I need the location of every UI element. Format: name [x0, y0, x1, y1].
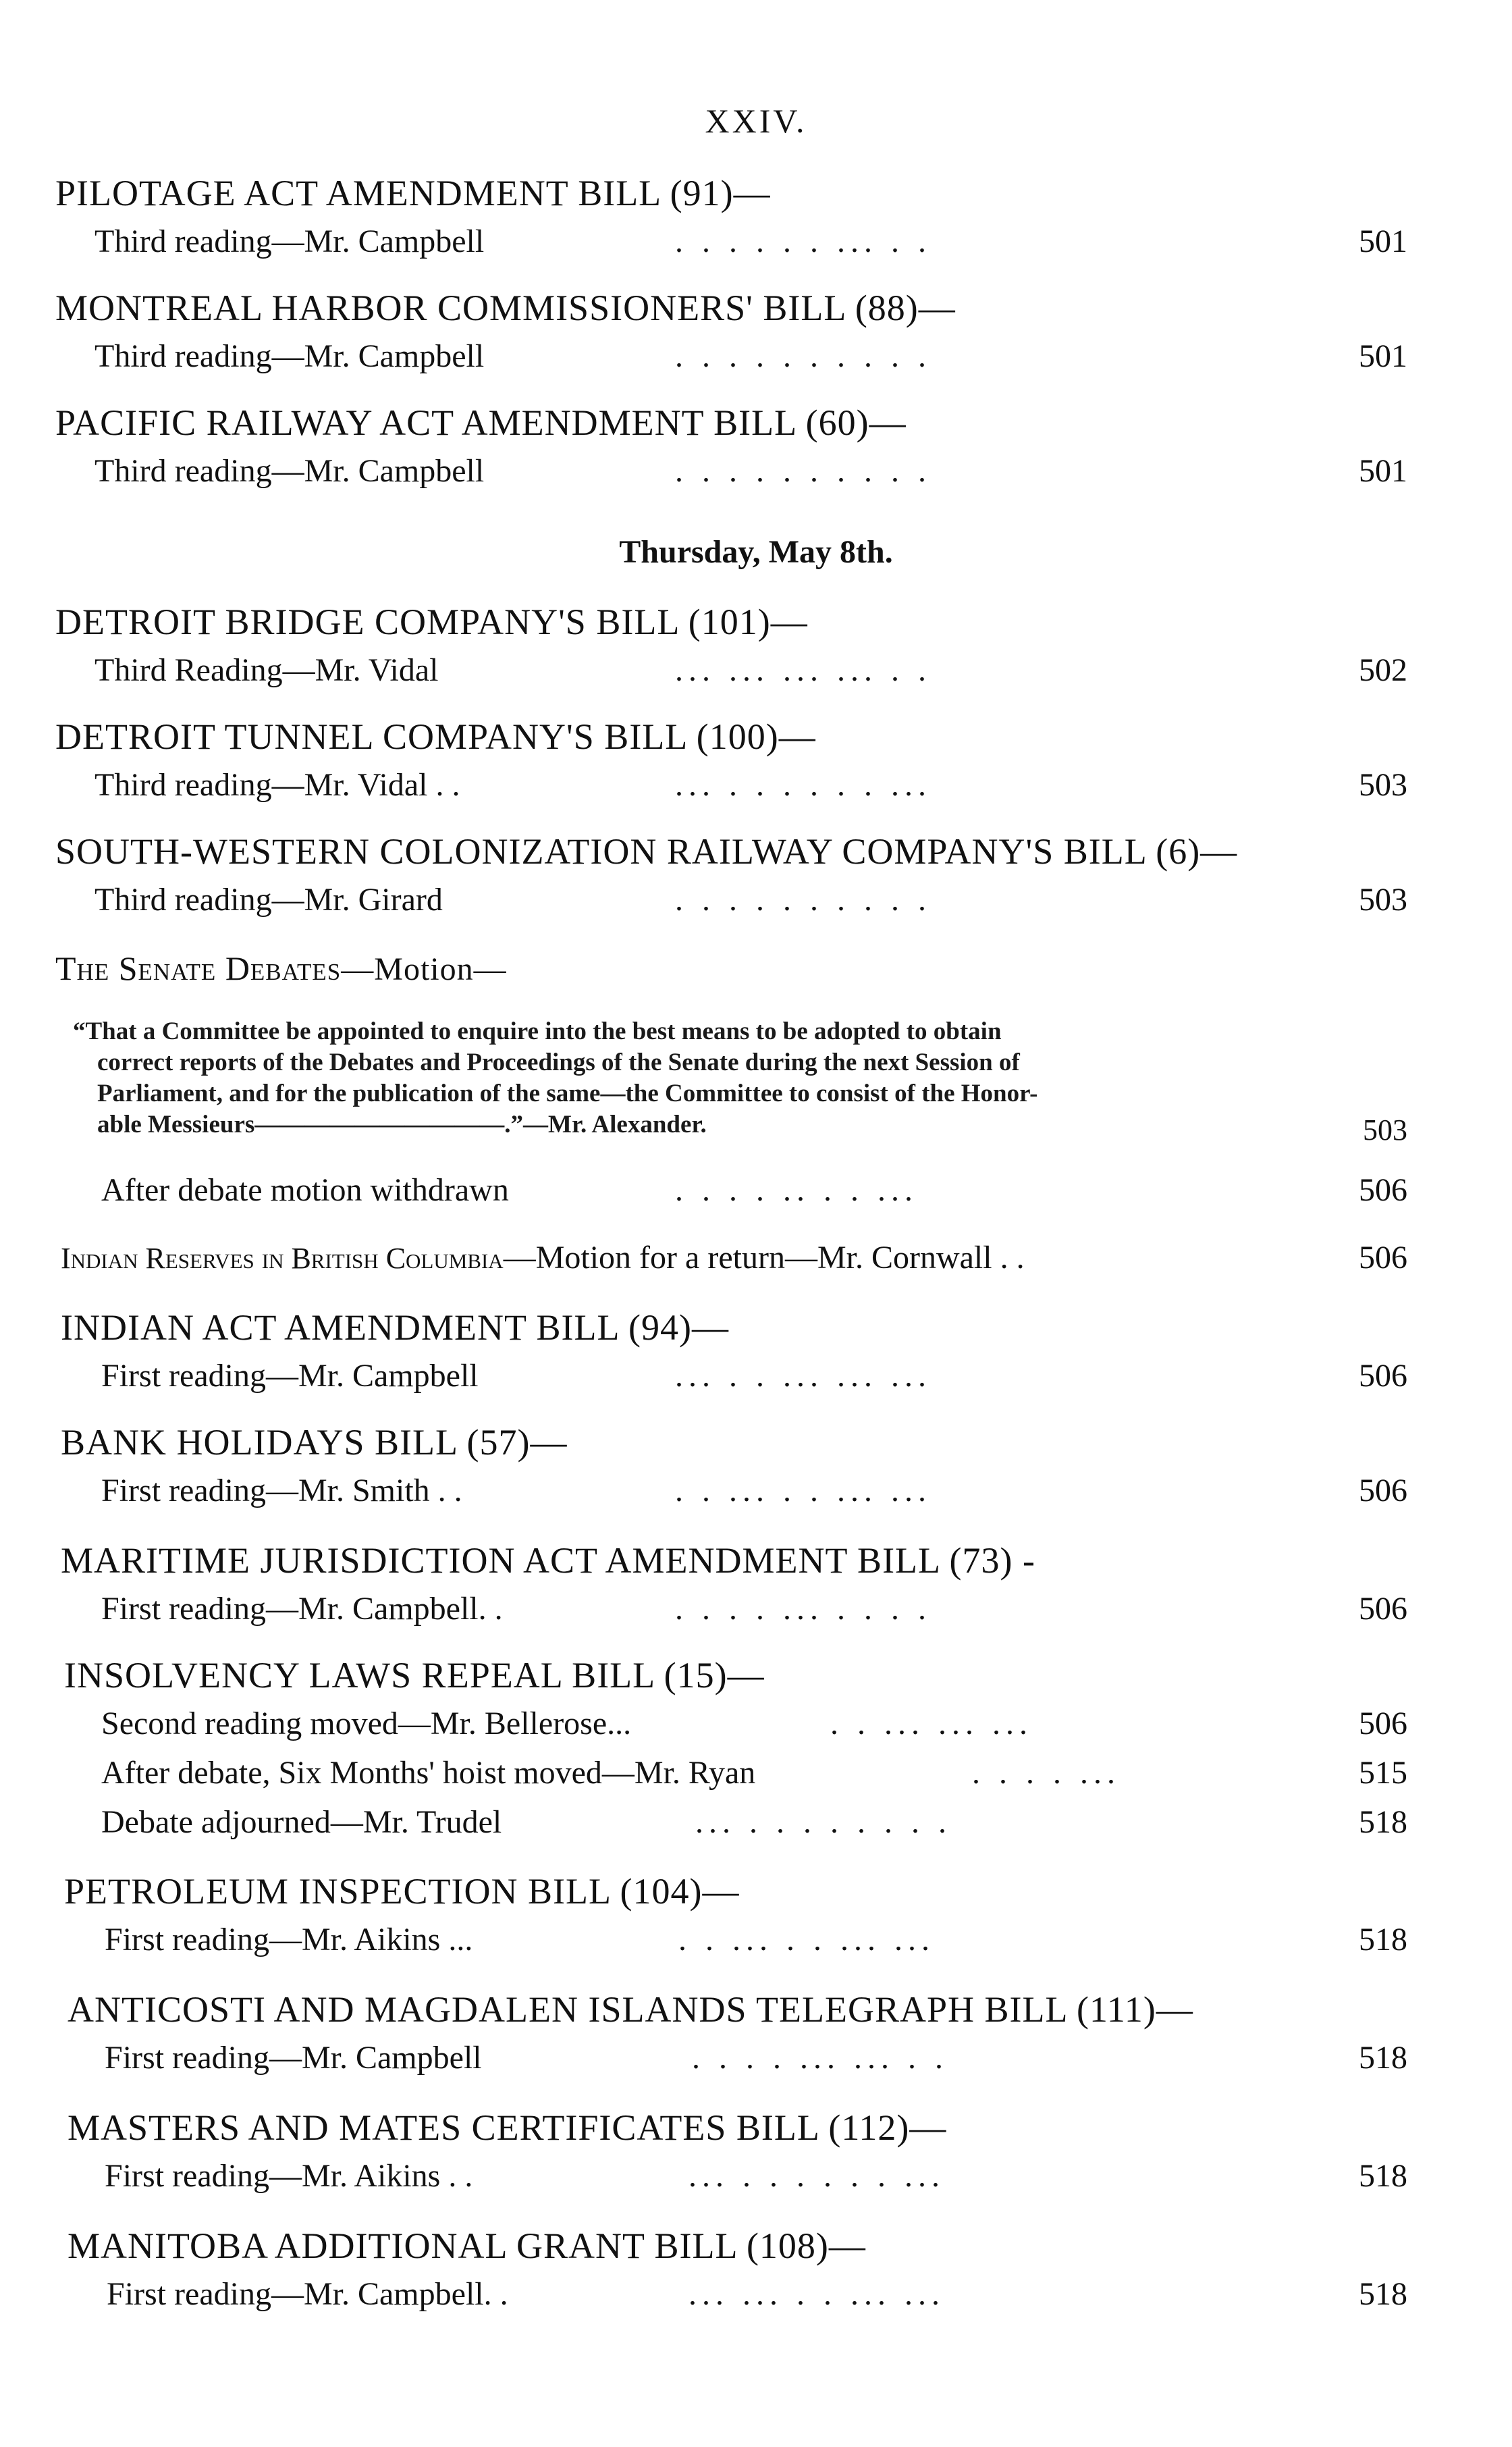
index-entry: [105, 2039, 1407, 2080]
index-entry: [94, 223, 1407, 263]
leader-dots: . . ... . . ... ...: [678, 1922, 935, 1957]
index-entry: [101, 1472, 1407, 1512]
page-number: 518: [1359, 2276, 1407, 2312]
index-entry: [107, 2275, 1407, 2316]
index-entry: [105, 2157, 1407, 2198]
page-number: 518: [1359, 1804, 1407, 1840]
bill-heading: MONTREAL HARBOR COMMISSIONERS' BILL (88)—: [55, 288, 956, 328]
entry-label: First reading—Mr. Campbell. .: [101, 1591, 503, 1627]
bill-heading: PETROLEUM INSPECTION BILL (104)—: [64, 1871, 740, 1912]
senate-debates-title: The Senate Debates: [55, 949, 342, 987]
index-entry: [94, 652, 1407, 692]
entry-label: Third reading—Mr. Campbell: [94, 453, 485, 489]
entry-label: After debate motion withdrawn: [101, 1172, 509, 1208]
entry-label: First reading—Mr. Smith . .: [101, 1473, 462, 1508]
index-entry: [101, 1754, 1407, 1795]
leader-dots: . . . . ... ... . .: [692, 2040, 948, 2076]
entry-label: Debate adjourned—Mr. Trudel: [101, 1804, 502, 1840]
index-entry: [101, 1705, 1407, 1745]
leader-dots: . . . . . . . . . .: [675, 453, 932, 489]
quote-line: correct reports of the Debates and Proceedings of the Senate during the next Session of: [97, 1049, 1020, 1076]
senate-debates-motion: —Motion—: [341, 951, 507, 987]
bill-heading: PILOTAGE ACT AMENDMENT BILL (91)—: [55, 173, 771, 213]
leader-dots: ... ... ... ... . .: [675, 652, 932, 688]
page-number: 518: [1359, 2040, 1407, 2076]
page-number: 503: [1363, 1113, 1407, 1147]
bill-heading: DETROIT BRIDGE COMPANY'S BILL (101)—: [55, 602, 808, 642]
entry-label: First reading—Mr. Campbell: [101, 1358, 479, 1394]
quote-line: “That a Committee be appointed to enquire into the best means to be adopted to obtain: [73, 1018, 1002, 1045]
bill-heading: MASTERS AND MATES CERTIFICATES BILL (112)—: [68, 2107, 947, 2148]
leader-dots: . . . . ... . . . .: [675, 1591, 932, 1627]
entry-label: First reading—Mr. Aikins ...: [105, 1922, 473, 1957]
page-number: 506: [1359, 1240, 1407, 1275]
bill-heading: BANK HOLIDAYS BILL (57)—: [61, 1422, 568, 1463]
leader-dots: ... . . . . . . ...: [675, 767, 932, 803]
bill-heading: MANITOBA ADDITIONAL GRANT BILL (108)—: [68, 2226, 866, 2266]
bill-heading: INDIAN ACT AMENDMENT BILL (94)—: [61, 1307, 729, 1348]
page-numeral: XXIV.: [705, 102, 807, 140]
entry-label: Third reading—Mr. Campbell: [94, 223, 485, 259]
page-number: 506: [1359, 1591, 1407, 1627]
entry-label: First reading—Mr. Aikins . .: [105, 2158, 473, 2194]
quote-line: Parliament, and for the publication of the same—the Committee to consist of the Honor-: [97, 1080, 1038, 1107]
index-entry: [101, 1804, 1407, 1844]
quote-line: able Messieurs——————————.”—Mr. Alexander.: [97, 1111, 707, 1138]
index-entry: [101, 1172, 1407, 1212]
entry-label: [61, 1239, 1025, 1276]
bill-heading: DETROIT TUNNEL COMPANY'S BILL (100)—: [55, 716, 816, 757]
leader-dots: . . . . . . . . . .: [675, 338, 932, 374]
index-entry: [94, 452, 1407, 493]
page-number: 506: [1359, 1172, 1407, 1208]
entry-label: Third reading—Mr. Vidal . .: [94, 767, 460, 803]
bill-heading: MARITIME JURISDICTION ACT AMENDMENT BILL (73) -: [61, 1540, 1035, 1581]
date-heading: Thursday, May 8th.: [619, 534, 893, 570]
page-number: 501: [1359, 338, 1407, 374]
entry-label: Third reading—Mr. Campbell: [94, 338, 485, 374]
index-entry: [94, 766, 1407, 807]
index-entry: [94, 881, 1407, 922]
page-number: 503: [1359, 882, 1407, 918]
entry-label: Third reading—Mr. Girard: [94, 882, 443, 918]
index-entry: [101, 1590, 1407, 1631]
index-entry: [61, 1239, 1407, 1280]
bill-heading: INSOLVENCY LAWS REPEAL BILL (15)—: [64, 1655, 765, 1695]
index-entry: [94, 338, 1407, 378]
motion-quote: [73, 1016, 1322, 1140]
page-number: 518: [1359, 1922, 1407, 1957]
leader-dots: ... . . . . . . . .: [695, 1804, 952, 1840]
page-number: 506: [1359, 1473, 1407, 1508]
page-number: 503: [1359, 767, 1407, 803]
leader-dots: ... . . . . . . ...: [688, 2158, 945, 2194]
index-entry: [101, 1357, 1407, 1398]
leader-dots: ... . . ... ... ...: [675, 1358, 932, 1394]
bill-heading: ANTICOSTI AND MAGDALEN ISLANDS TELEGRAPH BILL (111)—: [68, 1989, 1193, 2030]
senate-debates-heading: [55, 949, 507, 988]
bill-heading: SOUTH-WESTERN COLONIZATION RAILWAY COMPANY'S BILL (6)—: [55, 831, 1238, 872]
page-number: 515: [1359, 1755, 1407, 1791]
leader-dots: . . . . . . ... . .: [675, 223, 932, 259]
page-number: 502: [1359, 652, 1407, 688]
entry-label: First reading—Mr. Campbell: [105, 2040, 482, 2076]
page-number: 506: [1359, 1358, 1407, 1394]
leader-dots: . . . . ...: [972, 1755, 1120, 1791]
leader-dots: . . . . . . . . . .: [675, 882, 932, 918]
indian-reserves-title: Indian Reserves in British Columbia: [61, 1242, 504, 1275]
page-number: 506: [1359, 1706, 1407, 1741]
page-number: 501: [1359, 223, 1407, 259]
entry-label: Third Reading—Mr. Vidal: [94, 652, 439, 688]
leader-dots: . . ... . . ... ...: [675, 1473, 932, 1508]
leader-dots: . . ... ... ...: [830, 1706, 1033, 1741]
leader-dots: . . . . .. . . ...: [675, 1172, 918, 1208]
entry-label: After debate, Six Months' hoist moved—Mr. Ryan: [101, 1755, 756, 1791]
bill-heading: PACIFIC RAILWAY ACT AMENDMENT BILL (60)—: [55, 402, 907, 443]
page-number: 501: [1359, 453, 1407, 489]
page-number: 518: [1359, 2158, 1407, 2194]
leader-dots: ... ... . . ... ...: [688, 2276, 945, 2312]
index-entry: [105, 1921, 1407, 1962]
entry-label: Second reading moved—Mr. Bellerose...: [101, 1706, 632, 1741]
entry-label: First reading—Mr. Campbell. .: [107, 2276, 508, 2312]
indian-reserves-motion: —Motion for a return—Mr. Cornwall . .: [503, 1240, 1025, 1275]
